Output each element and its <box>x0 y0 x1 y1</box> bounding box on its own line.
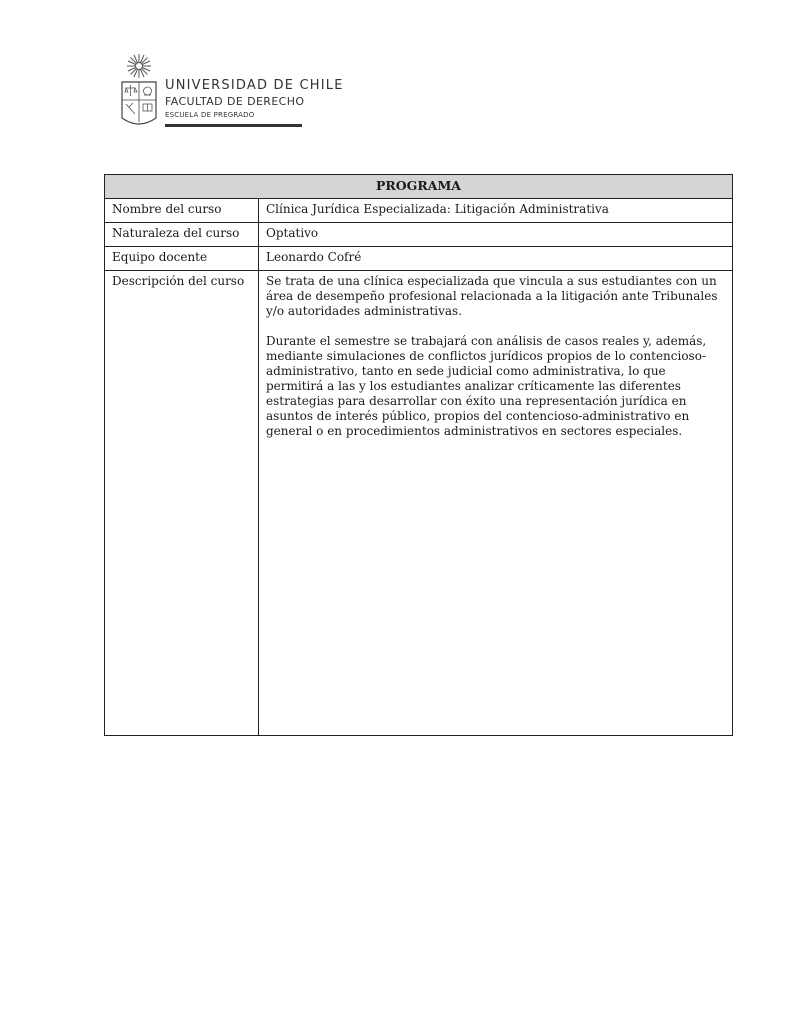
program-title: PROGRAMA <box>105 175 733 199</box>
description-paragraph: Durante el semestre se trabajará con análisis de casos reales y, además, mediante simulaciones de conflictos jurídicos propios de lo contencioso-administrativo, tanto en sede judicial como administrativa, lo que permitirá a las y los estudiantes analizar críticamente las diferentes estrategias para desarrollar con éxito una representación jurídica en asuntos de interés público, propios del contencioso-administrativo en general o en procedimientos administrativos en sectores especiales. <box>266 334 707 438</box>
row-label-course-name: Nombre del curso <box>105 199 259 223</box>
row-value-course-nature: Optativo <box>259 223 733 247</box>
program-table <box>104 174 733 736</box>
table-row <box>105 199 733 223</box>
row-value-teaching-team: Leonardo Cofré <box>259 247 733 271</box>
university-crest-icon <box>117 52 161 130</box>
row-label-description: Descripción del curso <box>105 271 259 736</box>
table-row <box>105 247 733 271</box>
row-label-teaching-team: Equipo docente <box>105 247 259 271</box>
university-header <box>112 50 342 132</box>
description-paragraph: Se trata de una clínica especializada que vincula a sus estudiantes con un área de desempeño profesional relacionada a la litigación ante Tribunales y/o autoridades administrativas. <box>266 274 718 318</box>
header-underline <box>165 124 302 127</box>
row-value-description <box>259 271 733 736</box>
row-label-course-nature: Naturaleza del curso <box>105 223 259 247</box>
table-row <box>105 223 733 247</box>
table-row <box>105 271 733 736</box>
university-name: UNIVERSIDAD DE CHILE <box>165 78 344 93</box>
school-name: ESCUELA DE PREGRADO <box>165 111 255 119</box>
faculty-name: FACULTAD DE DERECHO <box>165 95 305 108</box>
row-value-course-name: Clínica Jurídica Especializada: Litigación Administrativa <box>259 199 733 223</box>
